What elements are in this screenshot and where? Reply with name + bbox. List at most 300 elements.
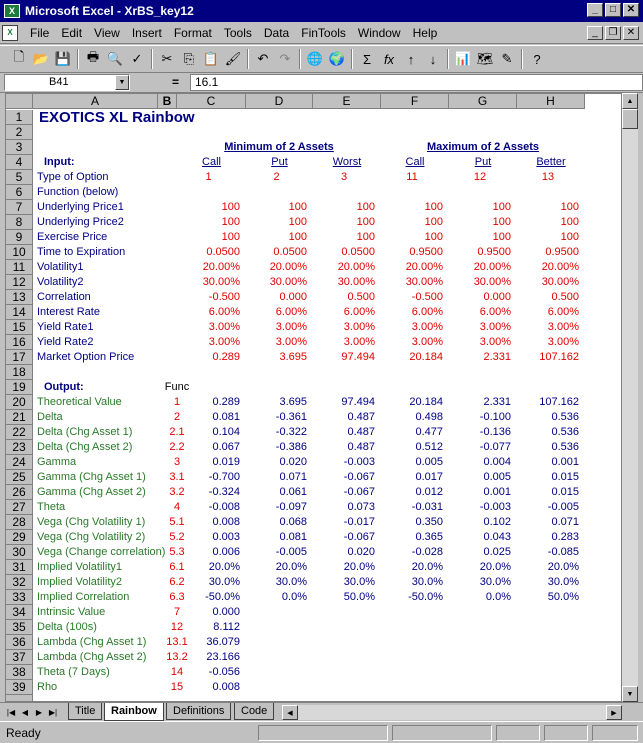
menu-format[interactable]: Format [173,25,212,40]
output-value[interactable]: 0.104 [212,426,240,438]
maximize-button[interactable]: □ [605,3,621,17]
output-value[interactable]: 30.0% [547,576,579,588]
output-value[interactable]: 0.073 [347,501,375,513]
output-value[interactable]: 0.071 [551,516,579,528]
column-header-g[interactable]: G [449,94,517,109]
vertical-scrollbar[interactable] [622,93,638,702]
row-header[interactable]: 11 [6,260,33,275]
input-value[interactable]: 30.00% [473,276,511,288]
input-value[interactable]: 11 [406,171,418,183]
output-value[interactable]: -0.322 [275,426,307,438]
func-code[interactable]: 3.2 [169,486,185,498]
row-header[interactable]: 7 [6,200,33,215]
input-value[interactable]: 0.0500 [206,246,240,258]
output-value[interactable]: -0.003 [343,456,375,468]
output-row-label[interactable]: Delta (Chg Asset 2) [37,441,133,453]
input-value[interactable]: 0.000 [483,291,511,303]
input-value[interactable]: 30.00% [405,276,443,288]
func-code[interactable]: 15 [170,681,184,693]
row-header[interactable]: 6 [6,185,33,200]
input-value[interactable]: 20.184 [409,351,443,363]
map-icon[interactable]: 🗺 [476,51,494,66]
drawing-icon[interactable]: ✎ [501,51,513,66]
input-value[interactable]: 107.162 [539,351,579,363]
func-code[interactable]: 13.1 [166,636,188,648]
input-value[interactable]: 20.00% [202,261,240,273]
output-value[interactable]: 0.067 [212,441,240,453]
print-icon[interactable]: 🖶 [86,49,100,64]
input-value[interactable]: 3.00% [479,336,511,348]
input-value[interactable]: 20.00% [405,261,443,273]
sort-descending-icon[interactable]: ↓ [429,51,437,67]
output-value[interactable]: 0.350 [415,516,443,528]
output-value[interactable]: 0.487 [347,426,375,438]
input-value[interactable]: 3.695 [279,351,307,363]
output-value[interactable]: 0.020 [279,456,307,468]
menu-data[interactable]: Data [263,25,290,40]
func-code[interactable]: 2.2 [169,441,185,453]
row-header[interactable]: 9 [6,230,33,245]
input-row-label[interactable]: Type of Option [37,171,109,183]
row-header[interactable]: 27 [6,500,33,515]
input-value[interactable]: 100 [221,216,240,228]
menu-insert[interactable]: Insert [131,25,162,40]
output-value[interactable]: 20.0% [208,561,240,573]
output-value[interactable]: 0.015 [551,486,579,498]
output-value[interactable]: 0.012 [415,486,443,498]
input-value[interactable]: 3.00% [547,336,579,348]
input-value[interactable]: -0.500 [208,291,240,303]
output-row-label[interactable]: Delta [37,411,63,423]
row-header[interactable]: 19 [6,380,33,395]
option-column-header[interactable]: Put [271,156,288,168]
input-value[interactable]: 0.9500 [545,246,579,258]
input-row-label[interactable]: Interest Rate [37,306,100,318]
row-header[interactable]: 18 [6,365,33,380]
func-code[interactable]: 5.1 [169,516,185,528]
input-value[interactable]: 3 [340,171,348,183]
input-value[interactable]: 3.00% [275,321,307,333]
output-value[interactable]: 0.004 [483,456,511,468]
func-code[interactable]: 6.2 [169,576,185,588]
output-value[interactable]: 0.020 [347,546,375,558]
input-value[interactable]: 3.00% [343,336,375,348]
output-value[interactable]: 97.494 [341,396,375,408]
func-code[interactable]: 6.1 [169,561,185,573]
func-code[interactable]: 2.1 [169,426,185,438]
row-header[interactable]: 14 [6,305,33,320]
doc-restore-button[interactable]: ❐ [605,26,621,40]
function-icon[interactable]: fx [383,51,395,67]
func-code[interactable]: 14 [170,666,184,678]
output-label[interactable]: Output: [44,381,84,393]
output-row-label[interactable]: Lambda (Chg Asset 2) [37,651,147,663]
worksheet-grid[interactable] [5,93,622,702]
func-code[interactable]: 5.2 [169,531,185,543]
output-value[interactable]: 0.017 [415,471,443,483]
input-value[interactable]: 6.00% [479,306,511,318]
input-value[interactable]: 1 [205,171,212,183]
doc-close-button[interactable]: ✕ [623,26,639,40]
output-row-label[interactable]: Intrinsic Value [37,606,106,618]
row-header[interactable]: 8 [6,215,33,230]
row-header[interactable]: 37 [6,650,33,665]
output-value[interactable]: -0.067 [343,471,375,483]
output-value[interactable]: -0.085 [547,546,579,558]
sort-ascending-icon[interactable]: ↑ [407,51,415,67]
output-value[interactable]: -0.324 [208,486,240,498]
output-row-label[interactable]: Vega (Chg Volatility 2) [37,531,146,543]
row-header[interactable]: 5 [6,170,33,185]
input-value[interactable]: 100 [424,216,443,228]
input-value[interactable]: 3.00% [411,336,443,348]
horizontal-scrollbar[interactable] [282,705,622,720]
output-value[interactable]: 20.0% [343,561,375,573]
column-header-b[interactable]: B [158,94,177,109]
output-value[interactable]: 0.006 [212,546,240,558]
output-row-label[interactable]: Gamma (Chg Asset 1) [37,471,146,483]
output-value[interactable]: 0.003 [212,531,240,543]
column-header-a[interactable]: A [33,94,158,109]
print-preview-icon[interactable]: 🔍 [106,51,124,66]
input-value[interactable]: 100 [356,201,375,213]
input-row-label[interactable]: Underlying Price2 [37,216,124,228]
option-column-header[interactable]: Put [474,156,492,168]
tab-title[interactable]: Title [68,703,102,720]
output-value[interactable]: 0.0% [485,591,511,603]
input-value[interactable]: 6.00% [275,306,307,318]
output-value[interactable]: 20.0% [479,561,511,573]
input-value[interactable]: -0.500 [411,291,443,303]
output-row-label[interactable]: Implied Correlation [37,591,130,603]
first-sheet-icon[interactable]: |◀ [6,707,16,717]
row-header[interactable]: 16 [6,335,33,350]
output-value[interactable]: 0.005 [415,456,443,468]
menu-view[interactable]: View [94,25,120,40]
row-header[interactable]: 22 [6,425,33,440]
doc-minimize-button[interactable]: _ [587,26,603,40]
input-value[interactable]: 0.500 [551,291,579,303]
func-code[interactable]: 6.3 [169,591,185,603]
new-icon[interactable]: 🗋 [13,49,25,64]
tab-code[interactable]: Code [234,703,274,720]
output-value[interactable]: 8.112 [213,621,240,633]
row-header[interactable]: 34 [6,605,33,620]
input-value[interactable]: 20.00% [337,261,375,273]
output-value[interactable]: 0.001 [483,486,511,498]
output-value[interactable]: -0.028 [411,546,443,558]
input-value[interactable]: 100 [288,201,307,213]
option-column-header[interactable]: Call [405,156,425,168]
func-code[interactable]: 2 [173,411,181,423]
input-value[interactable]: 3.00% [275,336,307,348]
output-value[interactable]: 50.0% [343,591,375,603]
save-icon[interactable]: 💾 [54,51,72,66]
input-value[interactable]: 0.289 [212,351,240,363]
workbook-icon[interactable]: X [2,25,18,41]
func-code[interactable]: 3 [173,456,181,468]
format-painter-icon[interactable]: 🖌 [224,51,242,66]
output-value[interactable]: 0.025 [483,546,511,558]
input-value[interactable]: 100 [288,216,307,228]
output-value[interactable]: 0.283 [551,531,579,543]
output-row-label[interactable]: Gamma (Chg Asset 2) [37,486,146,498]
input-value[interactable]: 2 [273,171,280,183]
output-value[interactable]: 30.0% [343,576,375,588]
output-value[interactable]: -50.0% [408,591,443,603]
input-value[interactable]: 3.00% [208,336,240,348]
input-value[interactable]: 100 [560,201,579,213]
open-icon[interactable]: 📂 [32,51,50,66]
func-code[interactable]: 7 [173,606,181,618]
output-value[interactable]: 0.043 [483,531,511,543]
option-column-header[interactable]: Worst [332,156,362,168]
input-value[interactable]: 6.00% [411,306,443,318]
next-sheet-icon[interactable]: ▶ [35,707,43,717]
row-header[interactable]: 25 [6,470,33,485]
output-value[interactable]: -0.031 [411,501,443,513]
input-value[interactable]: 0.0500 [341,246,375,258]
output-value[interactable]: 0.512 [415,441,443,453]
input-value[interactable]: 3.00% [479,321,511,333]
min-assets-header[interactable]: Minimum of 2 Assets [224,141,334,153]
output-value[interactable]: 3.695 [279,396,307,408]
row-header[interactable]: 20 [6,395,33,410]
output-value[interactable]: -0.700 [208,471,240,483]
column-header-h[interactable]: H [517,94,585,109]
row-header[interactable]: 23 [6,440,33,455]
row-header[interactable]: 28 [6,515,33,530]
input-value[interactable]: 100 [424,201,443,213]
output-value[interactable]: 0.081 [279,531,307,543]
output-value[interactable]: 20.0% [275,561,307,573]
column-header-c[interactable]: C [177,94,246,109]
row-header[interactable]: 30 [6,545,33,560]
output-value[interactable]: 0.015 [551,471,579,483]
row-header[interactable]: 33 [6,590,33,605]
input-value[interactable]: 97.494 [341,351,375,363]
output-value[interactable]: 20.0% [411,561,443,573]
input-value[interactable]: 0.0500 [273,246,307,258]
menu-window[interactable]: Window [357,25,401,40]
spelling-icon[interactable]: ✓ [131,51,143,66]
input-row-label[interactable]: Yield Rate2 [37,336,94,348]
input-value[interactable]: 100 [424,231,443,243]
output-value[interactable]: 0.487 [347,411,375,423]
input-value[interactable]: 100 [356,231,375,243]
output-value[interactable]: 30.0% [208,576,240,588]
func-code[interactable]: 3.1 [169,471,185,483]
output-row-label[interactable]: Lambda (Chg Asset 1) [37,636,147,648]
chart-wizard-icon[interactable]: 📊 [454,51,472,66]
output-value[interactable]: -0.386 [275,441,307,453]
input-value[interactable]: 100 [560,231,579,243]
row-header[interactable]: 15 [6,320,33,335]
scroll-right-icon[interactable]: ▶ [606,705,622,720]
column-header-f[interactable]: F [381,94,449,109]
row-header[interactable]: 2 [6,125,33,140]
output-value[interactable]: -0.067 [343,531,375,543]
prev-sheet-icon[interactable]: ◀ [21,707,29,717]
output-value[interactable]: -0.017 [343,516,375,528]
input-value[interactable]: 100 [492,231,511,243]
output-value[interactable]: 0.005 [483,471,511,483]
output-value[interactable]: 0.008 [212,681,240,693]
output-value[interactable]: 30.0% [479,576,511,588]
output-value[interactable]: 36.079 [206,636,240,648]
chevron-down-icon[interactable]: ▼ [115,75,129,90]
row-header[interactable]: 13 [6,290,33,305]
func-header[interactable]: Func [164,381,190,393]
copy-icon[interactable]: ⎘ [183,51,195,66]
output-row-label[interactable]: Vega (Chg Volatility 1) [37,516,146,528]
row-header[interactable]: 31 [6,560,33,575]
input-value[interactable]: 100 [560,216,579,228]
output-value[interactable]: 0.000 [212,606,240,618]
output-value[interactable]: 0.536 [551,441,579,453]
output-row-label[interactable]: Theta [37,501,66,513]
sheet-title[interactable]: EXOTICS XL Rainbow [39,109,195,126]
scroll-up-icon[interactable]: ▲ [622,93,638,109]
minimize-button[interactable]: _ [587,3,603,17]
input-row-label[interactable]: Time to Expiration [37,246,126,258]
output-value[interactable]: -0.077 [479,441,511,453]
output-value[interactable]: 107.162 [539,396,579,408]
output-value[interactable]: -0.056 [208,666,240,678]
menu-help[interactable]: Help [412,25,438,40]
name-box[interactable] [4,74,130,91]
func-code[interactable]: 12 [170,621,184,633]
close-button[interactable]: ✕ [623,3,639,17]
input-value[interactable]: 13 [541,171,555,183]
menu-file[interactable]: File [30,25,50,40]
input-value[interactable]: 20.00% [473,261,511,273]
output-value[interactable]: 50.0% [547,591,579,603]
input-value[interactable]: 0.500 [347,291,375,303]
input-row-label[interactable]: Volatility1 [37,261,84,273]
tab-rainbow[interactable]: Rainbow [104,703,164,721]
input-value[interactable]: 6.00% [208,306,240,318]
row-header[interactable]: 39 [6,680,33,695]
func-code[interactable]: 5.3 [169,546,185,558]
formula-input[interactable]: 16.1 [190,74,643,91]
row-header[interactable]: 4 [6,155,33,170]
input-value[interactable]: 30.00% [541,276,579,288]
row-header[interactable]: 3 [6,140,33,155]
output-value[interactable]: 0.071 [279,471,307,483]
output-row-label[interactable]: Implied Volatility1 [37,561,122,573]
scroll-down-icon[interactable]: ▼ [622,686,638,702]
output-value[interactable]: -0.136 [479,426,511,438]
output-value[interactable]: 2.331 [483,396,511,408]
tab-definitions[interactable]: Definitions [166,703,231,720]
row-header[interactable]: 26 [6,485,33,500]
column-header-e[interactable]: E [313,94,381,109]
output-value[interactable]: -0.005 [547,501,579,513]
input-value[interactable]: 2.331 [483,351,511,363]
row-header[interactable]: 24 [6,455,33,470]
autosum-icon[interactable]: Σ [362,51,372,67]
input-row-label[interactable]: Exercise Price [37,231,108,243]
func-code[interactable]: 13.2 [166,651,188,663]
output-row-label[interactable]: Vega (Change correlation) [37,546,166,558]
cut-icon[interactable]: ✂ [161,51,173,66]
output-value[interactable]: 0.487 [347,441,375,453]
input-row-label[interactable]: Market Option Price [37,351,135,363]
output-row-label[interactable]: Rho [37,681,58,693]
output-row-label[interactable]: Implied Volatility2 [37,576,122,588]
input-value[interactable]: 0.9500 [477,246,511,258]
column-header-d[interactable]: D [246,94,313,109]
option-column-header[interactable]: Better [536,156,566,168]
output-value[interactable]: 20.0% [547,561,579,573]
input-value[interactable]: 3.00% [411,321,443,333]
row-header[interactable]: 12 [6,275,33,290]
office-assistant-icon[interactable]: ? [533,51,541,67]
output-value[interactable]: 0.536 [551,426,579,438]
input-row-label[interactable]: Correlation [37,291,91,303]
output-value[interactable]: -0.361 [275,411,307,423]
output-value[interactable]: -0.003 [479,501,511,513]
max-assets-header[interactable]: Maximum of 2 Assets [426,141,540,153]
func-code[interactable]: 4 [173,501,181,513]
input-value[interactable]: 3.00% [208,321,240,333]
input-value[interactable]: 100 [492,216,511,228]
input-value[interactable]: 30.00% [337,276,375,288]
output-row-label[interactable]: Delta (100s) [37,621,97,633]
output-value[interactable]: 0.365 [415,531,443,543]
input-value[interactable]: 3.00% [343,321,375,333]
input-value[interactable]: 12 [473,171,487,183]
input-value[interactable]: 0.000 [279,291,307,303]
input-value[interactable]: 100 [221,231,240,243]
output-value[interactable]: 0.477 [415,426,443,438]
row-header[interactable] [6,695,33,702]
menu-fintools[interactable]: FinTools [301,25,346,40]
output-value[interactable]: 0.102 [483,516,511,528]
input-value[interactable]: 6.00% [343,306,375,318]
input-value[interactable]: 20.00% [541,261,579,273]
input-value[interactable]: 30.00% [269,276,307,288]
select-all-corner[interactable] [6,94,33,109]
input-value[interactable]: 30.00% [202,276,240,288]
output-value[interactable]: 23.166 [206,651,240,663]
input-value[interactable]: 3.00% [547,321,579,333]
output-value[interactable]: 0.008 [212,516,240,528]
output-value[interactable]: -0.008 [208,501,240,513]
output-value[interactable]: 0.061 [279,486,307,498]
redo-icon[interactable]: ↷ [279,51,291,66]
output-value[interactable]: 0.536 [551,411,579,423]
output-value[interactable]: 30.0% [411,576,443,588]
input-row-label[interactable]: Volatility2 [37,276,84,288]
input-row-label[interactable]: Underlying Price1 [37,201,124,213]
menu-tools[interactable]: Tools [223,25,252,40]
output-value[interactable]: 0.081 [212,411,240,423]
input-value[interactable]: 100 [492,201,511,213]
input-value[interactable]: 0.9500 [409,246,443,258]
output-row-label[interactable]: Gamma [37,456,77,468]
undo-icon[interactable]: ↶ [257,51,269,66]
func-code[interactable]: 1 [173,396,181,408]
output-value[interactable]: 30.0% [275,576,307,588]
output-value[interactable]: 20.184 [409,396,443,408]
input-value[interactable]: 100 [288,231,307,243]
row-header[interactable]: 1 [6,110,33,125]
output-row-label[interactable]: Delta (Chg Asset 1) [37,426,133,438]
output-value[interactable]: 0.068 [279,516,307,528]
row-header[interactable]: 21 [6,410,33,425]
